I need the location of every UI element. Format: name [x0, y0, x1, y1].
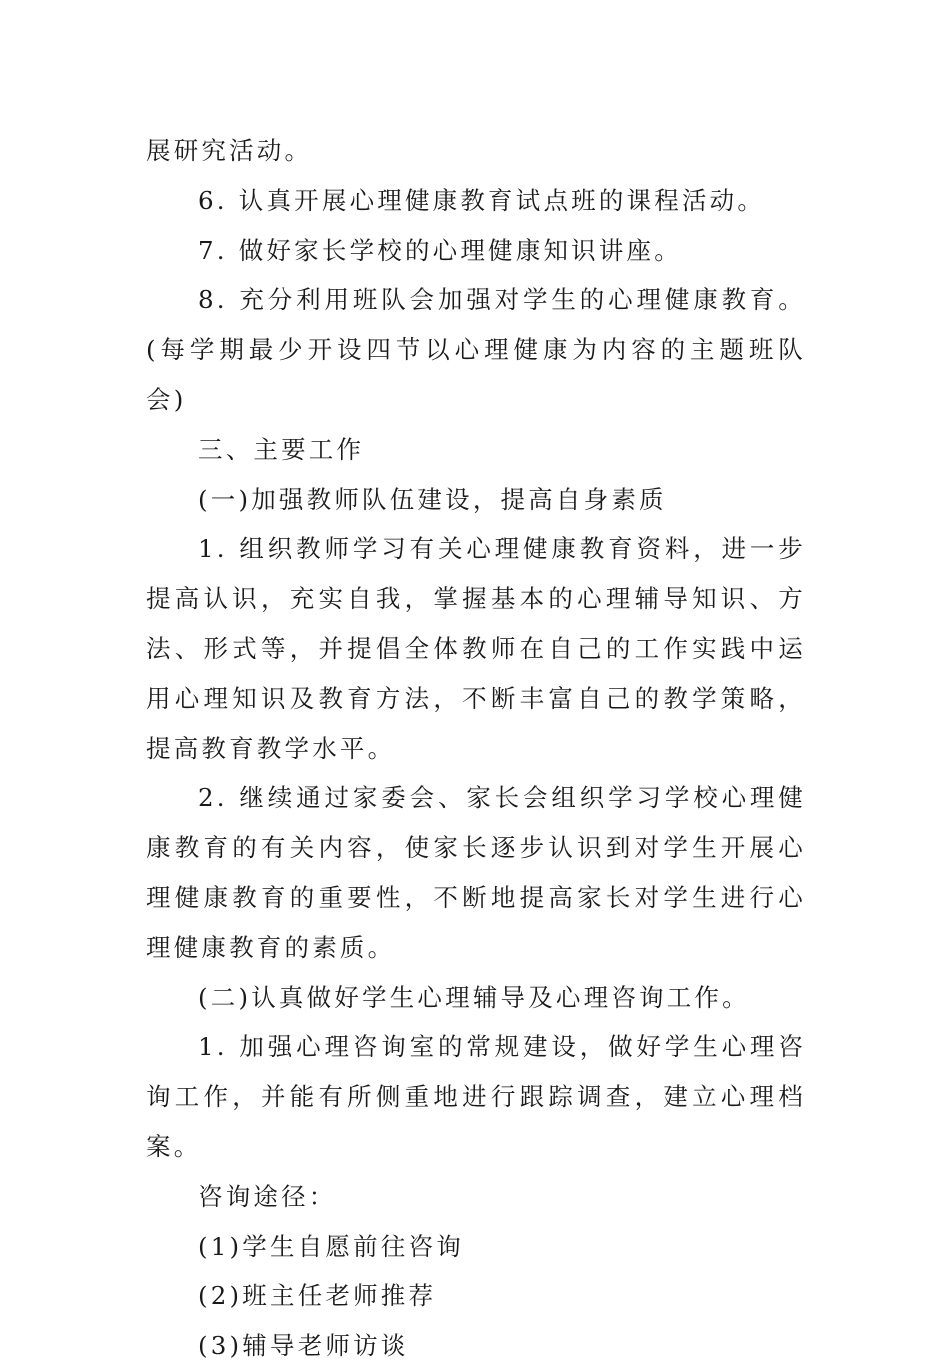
channel-item-3: (3)辅导老师访谈: [198, 1331, 409, 1361]
list-item-8: 8. 充分利用班队会加强对学生的心理健康教育。(每学期最少开设四节以心理健康为内容的主题班队会): [146, 285, 806, 414]
paragraph-item-counseling: 1. 加强心理咨询室的常规建设，做好学生心理咨询工作，并能有所侧重地进行跟踪调查，建立心理档案。: [146, 1032, 806, 1161]
paragraph-item-2: 2. 继续通过家委会、家长会组织学习学校心理健康教育的有关内容，使家长逐步认识到对学生开展心理健康教育的重要性，不断地提高家长对学生进行心理健康教育的素质。: [146, 783, 806, 962]
section-heading-main-work: 三、主要工作: [198, 434, 365, 464]
counseling-channels-label: 咨询途径：: [198, 1181, 337, 1211]
channel-item-1: (1)学生自愿前往咨询: [198, 1231, 464, 1261]
list-item-6: 6. 认真开展心理健康教育试点班的课程活动。: [198, 185, 766, 215]
paragraph-continuation: 展研究活动。: [146, 136, 313, 165]
paragraph-item-1: 1. 组织教师学习有关心理健康教育资料，进一步提高认识，充实自我，掌握基本的心理辅导知识、方法、形式等，并提倡全体教师在自己的工作实践中运用心理知识及教育方法，不断丰富自己的教学策略，提高教育教学水平。: [146, 534, 806, 763]
channel-item-2: (2)班主任老师推荐: [198, 1281, 437, 1311]
subsection-heading-1: (一)加强教师队伍建设，提高自身素质: [198, 484, 667, 514]
list-item-7: 7. 做好家长学校的心理健康知识讲座。: [198, 235, 682, 265]
subsection-heading-2: (二)认真做好学生心理辅导及心理咨询工作。: [198, 982, 750, 1012]
document-page: [146, 126, 806, 1371]
